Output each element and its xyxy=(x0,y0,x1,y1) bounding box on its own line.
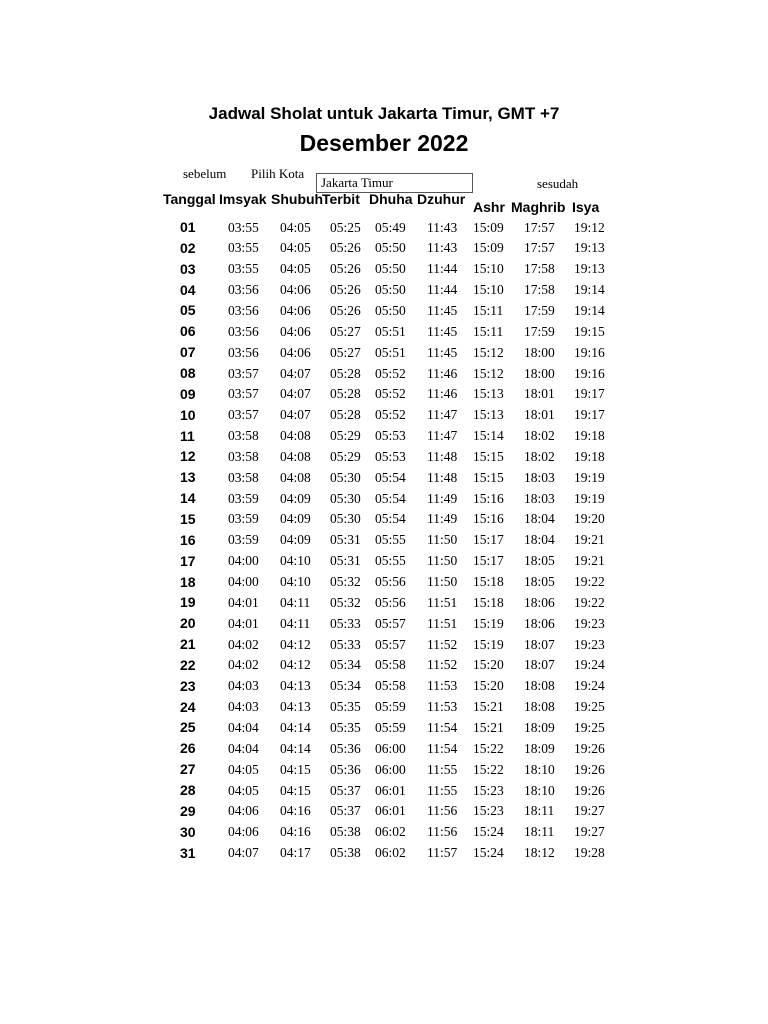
time-cell-dzuhur: 11:49 xyxy=(427,490,458,506)
time-cell-ashr: 15:22 xyxy=(473,761,504,777)
time-cell-dhuha: 05:58 xyxy=(375,657,406,673)
time-cell-ashr: 15:09 xyxy=(473,219,504,235)
time-cell-dhuha: 05:59 xyxy=(375,699,406,714)
time-cell-dhuha: 05:53 xyxy=(375,448,406,464)
time-cell-dzuhur: 11:53 xyxy=(427,678,458,694)
time-cell-maghrib: 18:09 xyxy=(524,719,555,735)
time-cell-imsyak: 03:56 xyxy=(228,344,259,360)
time-cell-terbit: 05:33 xyxy=(330,615,361,631)
time-cell-ashr: 15:09 xyxy=(473,240,504,256)
time-cell-dzuhur: 11:53 xyxy=(427,699,458,714)
time-cell-dhuha: 05:50 xyxy=(375,240,406,256)
time-cell-maghrib: 17:58 xyxy=(524,282,555,298)
time-cell-shubuh: 04:07 xyxy=(280,365,311,381)
time-cell-terbit: 05:37 xyxy=(330,803,361,819)
time-cell-maghrib: 18:02 xyxy=(524,448,555,464)
column-header-isya: Isya xyxy=(572,199,600,215)
time-cell-maghrib: 18:08 xyxy=(524,699,555,714)
time-cell-isya: 19:27 xyxy=(574,824,605,840)
time-cell-maghrib: 17:58 xyxy=(524,261,555,277)
time-cell-maghrib: 18:04 xyxy=(524,511,555,527)
time-cell-dhuha: 05:51 xyxy=(375,323,406,339)
time-cell-isya: 19:20 xyxy=(574,511,605,527)
time-cell-imsyak: 03:59 xyxy=(228,532,259,548)
time-cell-maghrib: 18:04 xyxy=(524,532,555,548)
time-cell-shubuh: 04:15 xyxy=(280,782,311,798)
time-cell-dhuha: 05:50 xyxy=(375,282,406,298)
month-title: Desember 2022 xyxy=(299,130,469,156)
time-cell-ashr: 15:14 xyxy=(473,428,504,443)
time-cell-dzuhur: 11:55 xyxy=(427,782,458,798)
time-cell-dzuhur: 11:46 xyxy=(427,365,458,381)
time-cell-maghrib: 18:10 xyxy=(524,761,555,777)
day-number: 29 xyxy=(180,802,196,819)
time-cell-terbit: 05:27 xyxy=(330,323,361,339)
time-cell-shubuh: 04:10 xyxy=(280,553,311,569)
time-cell-maghrib: 18:01 xyxy=(524,407,555,423)
time-cell-imsyak: 03:56 xyxy=(228,323,259,339)
time-cell-maghrib: 18:09 xyxy=(524,740,555,756)
time-cell-maghrib: 18:12 xyxy=(524,845,555,860)
time-cell-shubuh: 04:09 xyxy=(280,490,311,506)
day-number: 26 xyxy=(180,740,196,757)
time-cell-shubuh: 04:06 xyxy=(280,282,311,298)
time-cell-maghrib: 17:59 xyxy=(524,302,555,318)
time-cell-dhuha: 05:55 xyxy=(375,553,406,569)
time-cell-dhuha: 05:55 xyxy=(375,532,406,548)
time-cell-terbit: 05:30 xyxy=(330,469,361,485)
pick-city-label: Pilih Kota xyxy=(251,166,305,181)
time-cell-ashr: 15:17 xyxy=(473,553,504,569)
time-cell-dzuhur: 11:50 xyxy=(427,532,458,548)
time-cell-dhuha: 05:49 xyxy=(375,219,406,235)
time-cell-maghrib: 17:59 xyxy=(524,323,555,339)
time-cell-maghrib: 18:03 xyxy=(524,469,555,485)
column-header-shubuh: Shubuh xyxy=(271,191,324,207)
time-cell-terbit: 05:28 xyxy=(330,365,361,381)
time-cell-ashr: 15:19 xyxy=(473,636,504,652)
time-cell-imsyak: 04:05 xyxy=(228,761,259,777)
time-cell-shubuh: 04:13 xyxy=(280,678,311,694)
time-cell-dzuhur: 11:56 xyxy=(427,803,458,819)
time-cell-ashr: 15:12 xyxy=(473,365,504,381)
time-cell-shubuh: 04:05 xyxy=(280,240,311,256)
previous-month-link[interactable]: sebelum xyxy=(183,166,227,181)
day-number: 31 xyxy=(180,844,196,861)
time-cell-isya: 19:14 xyxy=(574,302,605,318)
day-number: 27 xyxy=(180,761,196,778)
time-cell-imsyak: 03:58 xyxy=(228,469,259,485)
time-cell-terbit: 05:27 xyxy=(330,344,361,360)
time-cell-dzuhur: 11:50 xyxy=(427,553,458,569)
time-cell-ashr: 15:23 xyxy=(473,803,504,819)
time-cell-isya: 19:17 xyxy=(574,386,605,402)
day-number: 04 xyxy=(180,281,196,298)
day-number: 10 xyxy=(180,406,196,423)
time-cell-imsyak: 04:02 xyxy=(228,657,259,673)
time-cell-imsyak: 04:04 xyxy=(228,719,259,735)
time-cell-dzuhur: 11:51 xyxy=(427,594,458,610)
time-cell-shubuh: 04:05 xyxy=(280,219,311,235)
time-cell-imsyak: 03:55 xyxy=(228,261,259,277)
time-cell-imsyak: 04:04 xyxy=(228,740,259,756)
column-header-dhuha: Dhuha xyxy=(369,191,413,207)
time-cell-dhuha: 06:00 xyxy=(375,761,406,777)
time-cell-isya: 19:21 xyxy=(574,553,605,569)
time-cell-imsyak: 04:03 xyxy=(228,699,259,714)
time-cell-dhuha: 05:56 xyxy=(375,574,406,589)
time-cell-dzuhur: 11:48 xyxy=(427,469,458,485)
time-cell-terbit: 05:26 xyxy=(330,302,361,318)
column-header-imsyak: Imsyak xyxy=(219,191,267,207)
time-cell-shubuh: 04:12 xyxy=(280,657,311,673)
time-cell-shubuh: 04:08 xyxy=(280,469,311,485)
time-cell-imsyak: 04:00 xyxy=(228,553,259,569)
time-cell-shubuh: 04:15 xyxy=(280,761,311,777)
time-cell-shubuh: 04:11 xyxy=(280,594,311,610)
time-cell-dhuha: 05:59 xyxy=(375,719,406,735)
day-number: 12 xyxy=(180,448,196,465)
time-cell-imsyak: 03:57 xyxy=(228,407,259,423)
day-number: 17 xyxy=(180,552,196,569)
time-cell-isya: 19:22 xyxy=(574,574,605,589)
time-cell-imsyak: 03:58 xyxy=(228,428,259,443)
next-month-link[interactable]: sesudah xyxy=(537,176,579,191)
time-cell-maghrib: 18:06 xyxy=(524,615,555,631)
time-cell-isya: 19:24 xyxy=(574,657,605,673)
time-cell-isya: 19:28 xyxy=(574,845,605,860)
time-cell-dzuhur: 11:45 xyxy=(427,344,458,360)
time-cell-imsyak: 03:59 xyxy=(228,511,259,527)
time-cell-dhuha: 06:02 xyxy=(375,845,406,860)
time-cell-terbit: 05:28 xyxy=(330,386,361,402)
time-cell-dzuhur: 11:51 xyxy=(427,615,458,631)
time-cell-ashr: 15:18 xyxy=(473,574,504,589)
time-cell-isya: 19:16 xyxy=(574,344,605,360)
day-number: 19 xyxy=(180,594,196,611)
time-cell-dhuha: 05:54 xyxy=(375,511,406,527)
time-cell-dzuhur: 11:48 xyxy=(427,448,458,464)
time-cell-shubuh: 04:13 xyxy=(280,699,311,714)
time-cell-dhuha: 06:02 xyxy=(375,824,406,840)
time-cell-imsyak: 03:58 xyxy=(228,448,259,464)
time-cell-dzuhur: 11:50 xyxy=(427,574,458,589)
time-cell-maghrib: 18:01 xyxy=(524,386,555,402)
time-cell-terbit: 05:29 xyxy=(330,448,361,464)
day-number: 15 xyxy=(180,510,196,527)
time-cell-dhuha: 05:57 xyxy=(375,615,406,631)
page-title: Jadwal Sholat untuk Jakarta Timur, GMT +7 xyxy=(208,104,560,123)
time-cell-maghrib: 18:10 xyxy=(524,782,555,798)
day-number: 05 xyxy=(180,302,196,319)
time-cell-dhuha: 05:56 xyxy=(375,594,406,610)
time-cell-isya: 19:12 xyxy=(574,219,605,235)
time-cell-shubuh: 04:05 xyxy=(280,261,311,277)
time-cell-imsyak: 03:56 xyxy=(228,282,259,298)
time-cell-isya: 19:25 xyxy=(574,699,605,714)
time-cell-ashr: 15:20 xyxy=(473,678,504,694)
time-cell-dzuhur: 11:49 xyxy=(427,511,458,527)
time-cell-maghrib: 17:57 xyxy=(524,219,555,235)
time-cell-shubuh: 04:14 xyxy=(280,740,311,756)
time-cell-dhuha: 05:50 xyxy=(375,302,406,318)
time-cell-terbit: 05:32 xyxy=(330,594,361,610)
time-cell-maghrib: 18:00 xyxy=(524,365,555,381)
time-cell-maghrib: 17:57 xyxy=(524,240,555,256)
time-cell-ashr: 15:19 xyxy=(473,615,504,631)
day-number: 30 xyxy=(180,823,196,840)
time-cell-imsyak: 04:07 xyxy=(228,845,259,860)
time-cell-ashr: 15:16 xyxy=(473,490,504,506)
time-cell-isya: 19:19 xyxy=(574,490,605,506)
time-cell-maghrib: 18:08 xyxy=(524,678,555,694)
time-cell-ashr: 15:18 xyxy=(473,594,504,610)
time-cell-isya: 19:18 xyxy=(574,428,605,443)
time-cell-dhuha: 06:00 xyxy=(375,740,406,756)
time-cell-ashr: 15:20 xyxy=(473,657,504,673)
time-cell-ashr: 15:21 xyxy=(473,719,504,735)
time-cell-dzuhur: 11:44 xyxy=(427,261,458,277)
time-cell-isya: 19:26 xyxy=(574,782,605,798)
time-cell-shubuh: 04:07 xyxy=(280,386,311,402)
time-cell-ashr: 15:10 xyxy=(473,282,504,298)
time-cell-terbit: 05:37 xyxy=(330,782,361,798)
column-header-ashr: Ashr xyxy=(473,199,505,215)
day-number: 01 xyxy=(180,219,196,235)
time-cell-isya: 19:25 xyxy=(574,719,605,735)
time-cell-shubuh: 04:17 xyxy=(280,845,311,860)
time-cell-shubuh: 04:11 xyxy=(280,615,311,631)
time-cell-dzuhur: 11:54 xyxy=(427,719,458,735)
time-cell-imsyak: 03:57 xyxy=(228,386,259,402)
time-cell-maghrib: 18:11 xyxy=(524,803,555,819)
time-cell-dzuhur: 11:44 xyxy=(427,282,458,298)
time-cell-isya: 19:23 xyxy=(574,636,605,652)
time-cell-ashr: 15:15 xyxy=(473,469,504,485)
time-cell-shubuh: 04:06 xyxy=(280,302,311,318)
time-cell-isya: 19:27 xyxy=(574,803,605,819)
day-number: 07 xyxy=(180,344,196,361)
time-cell-dhuha: 05:58 xyxy=(375,678,406,694)
time-cell-isya: 19:19 xyxy=(574,469,605,485)
time-cell-shubuh: 04:09 xyxy=(280,511,311,527)
time-cell-imsyak: 04:05 xyxy=(228,782,259,798)
time-cell-dzuhur: 11:47 xyxy=(427,428,458,443)
time-cell-terbit: 05:30 xyxy=(330,511,361,527)
time-cell-terbit: 05:35 xyxy=(330,699,361,714)
time-cell-isya: 19:17 xyxy=(574,407,605,423)
time-cell-maghrib: 18:07 xyxy=(524,657,555,673)
time-cell-isya: 19:22 xyxy=(574,594,605,610)
time-cell-maghrib: 18:06 xyxy=(524,594,555,610)
time-cell-ashr: 15:21 xyxy=(473,699,504,714)
time-cell-dzuhur: 11:52 xyxy=(427,636,458,652)
time-cell-terbit: 05:38 xyxy=(330,845,361,860)
time-cell-maghrib: 18:03 xyxy=(524,490,555,506)
time-cell-imsyak: 03:55 xyxy=(228,219,259,235)
time-cell-maghrib: 18:05 xyxy=(524,574,555,589)
time-cell-isya: 19:23 xyxy=(574,615,605,631)
time-cell-ashr: 15:10 xyxy=(473,261,504,277)
time-cell-dhuha: 06:01 xyxy=(375,782,406,798)
time-cell-terbit: 05:36 xyxy=(330,740,361,756)
time-cell-terbit: 05:26 xyxy=(330,240,361,256)
time-cell-imsyak: 04:01 xyxy=(228,615,259,631)
time-cell-imsyak: 04:06 xyxy=(228,803,259,819)
time-cell-shubuh: 04:06 xyxy=(280,344,311,360)
time-cell-terbit: 05:29 xyxy=(330,428,361,443)
time-cell-ashr: 15:16 xyxy=(473,511,504,527)
time-cell-shubuh: 04:08 xyxy=(280,448,311,464)
city-select[interactable]: Jakarta Timur xyxy=(316,173,473,193)
day-number: 20 xyxy=(180,615,196,632)
day-number: 25 xyxy=(180,719,196,736)
time-cell-terbit: 05:31 xyxy=(330,553,361,569)
time-cell-isya: 19:26 xyxy=(574,740,605,756)
time-cell-dzuhur: 11:43 xyxy=(427,240,458,256)
time-cell-ashr: 15:24 xyxy=(473,845,504,860)
day-number: 14 xyxy=(180,490,196,507)
day-number: 09 xyxy=(180,385,196,402)
time-cell-shubuh: 04:07 xyxy=(280,407,311,423)
day-number: 22 xyxy=(180,656,196,673)
time-cell-dhuha: 05:54 xyxy=(375,490,406,506)
time-cell-imsyak: 03:59 xyxy=(228,490,259,506)
time-cell-dzuhur: 11:52 xyxy=(427,657,458,673)
day-number: 23 xyxy=(180,677,196,694)
time-cell-imsyak: 03:56 xyxy=(228,302,259,318)
time-cell-shubuh: 04:06 xyxy=(280,323,311,339)
time-cell-dzuhur: 11:56 xyxy=(427,824,458,840)
time-cell-dhuha: 05:52 xyxy=(375,407,406,423)
time-cell-imsyak: 04:00 xyxy=(228,574,259,589)
column-header-dzuhur: Dzuhur xyxy=(417,191,466,207)
time-cell-terbit: 05:26 xyxy=(330,282,361,298)
day-number: 16 xyxy=(180,531,196,548)
time-cell-ashr: 15:11 xyxy=(473,302,504,318)
time-cell-dhuha: 05:52 xyxy=(375,386,406,402)
time-cell-dhuha: 05:50 xyxy=(375,261,406,277)
day-number: 28 xyxy=(180,782,196,798)
time-cell-isya: 19:13 xyxy=(574,240,605,256)
time-cell-terbit: 05:28 xyxy=(330,407,361,423)
time-cell-dzuhur: 11:55 xyxy=(427,761,458,777)
day-number: 08 xyxy=(180,365,196,381)
time-cell-terbit: 05:34 xyxy=(330,678,361,694)
time-cell-terbit: 05:26 xyxy=(330,261,361,277)
column-header-terbit: Terbit xyxy=(322,191,360,207)
time-cell-shubuh: 04:16 xyxy=(280,803,311,819)
time-cell-isya: 19:26 xyxy=(574,761,605,777)
time-cell-isya: 19:21 xyxy=(574,532,605,548)
time-cell-shubuh: 04:09 xyxy=(280,532,311,548)
time-cell-shubuh: 04:14 xyxy=(280,719,311,735)
time-cell-terbit: 05:38 xyxy=(330,824,361,840)
time-cell-dzuhur: 11:57 xyxy=(427,845,458,860)
time-cell-shubuh: 04:12 xyxy=(280,636,311,652)
time-cell-maghrib: 18:00 xyxy=(524,344,555,360)
time-cell-isya: 19:13 xyxy=(574,261,605,277)
time-cell-ashr: 15:17 xyxy=(473,532,504,548)
time-cell-ashr: 15:13 xyxy=(473,407,504,423)
time-cell-ashr: 15:15 xyxy=(473,448,504,464)
time-cell-isya: 19:16 xyxy=(574,365,605,381)
time-cell-dzuhur: 11:43 xyxy=(427,219,458,235)
day-number: 03 xyxy=(180,260,196,277)
time-cell-ashr: 15:12 xyxy=(473,344,504,360)
time-cell-dhuha: 05:57 xyxy=(375,636,406,652)
time-cell-ashr: 15:22 xyxy=(473,740,504,756)
time-cell-imsyak: 03:55 xyxy=(228,240,259,256)
time-cell-maghrib: 18:11 xyxy=(524,824,555,840)
time-cell-imsyak: 04:01 xyxy=(228,594,259,610)
time-cell-terbit: 05:25 xyxy=(330,219,361,235)
day-number: 21 xyxy=(180,636,196,652)
time-cell-dzuhur: 11:47 xyxy=(427,407,458,423)
column-header-maghrib: Maghrib xyxy=(511,199,566,215)
time-cell-maghrib: 18:05 xyxy=(524,553,555,569)
time-cell-isya: 19:24 xyxy=(574,678,605,694)
time-cell-terbit: 05:33 xyxy=(330,636,361,652)
day-number: 06 xyxy=(180,323,196,340)
time-cell-terbit: 05:32 xyxy=(330,574,361,589)
time-cell-dzuhur: 11:45 xyxy=(427,323,458,339)
time-cell-dzuhur: 11:46 xyxy=(427,386,458,402)
time-cell-shubuh: 04:10 xyxy=(280,574,311,589)
time-cell-imsyak: 04:02 xyxy=(228,636,259,652)
time-cell-maghrib: 18:07 xyxy=(524,636,555,652)
column-header-tanggal: Tanggal xyxy=(163,191,216,207)
time-cell-isya: 19:18 xyxy=(574,448,605,464)
day-number: 02 xyxy=(180,239,196,256)
time-cell-dzuhur: 11:45 xyxy=(427,302,458,318)
time-cell-imsyak: 03:57 xyxy=(228,365,259,381)
time-cell-terbit: 05:30 xyxy=(330,490,361,506)
time-cell-ashr: 15:13 xyxy=(473,386,504,402)
time-cell-terbit: 05:34 xyxy=(330,657,361,673)
time-cell-imsyak: 04:03 xyxy=(228,678,259,694)
day-number: 11 xyxy=(180,427,195,444)
time-cell-shubuh: 04:08 xyxy=(280,428,311,443)
time-cell-ashr: 15:11 xyxy=(473,323,504,339)
time-cell-ashr: 15:24 xyxy=(473,824,504,840)
time-cell-dhuha: 05:51 xyxy=(375,344,406,360)
time-cell-isya: 19:15 xyxy=(574,323,605,339)
time-cell-dhuha: 06:01 xyxy=(375,803,406,819)
day-number: 13 xyxy=(180,469,196,486)
time-cell-maghrib: 18:02 xyxy=(524,428,555,443)
time-cell-terbit: 05:35 xyxy=(330,719,361,735)
time-cell-imsyak: 04:06 xyxy=(228,824,259,840)
time-cell-dzuhur: 11:54 xyxy=(427,740,458,756)
time-cell-shubuh: 04:16 xyxy=(280,824,311,840)
time-cell-terbit: 05:36 xyxy=(330,761,361,777)
time-cell-dhuha: 05:54 xyxy=(375,469,406,485)
time-cell-terbit: 05:31 xyxy=(330,532,361,548)
day-number: 24 xyxy=(180,698,196,715)
time-cell-isya: 19:14 xyxy=(574,282,605,298)
time-cell-dhuha: 05:52 xyxy=(375,365,406,381)
day-number: 18 xyxy=(180,573,196,590)
time-cell-ashr: 15:23 xyxy=(473,782,504,798)
time-cell-dhuha: 05:53 xyxy=(375,428,406,443)
